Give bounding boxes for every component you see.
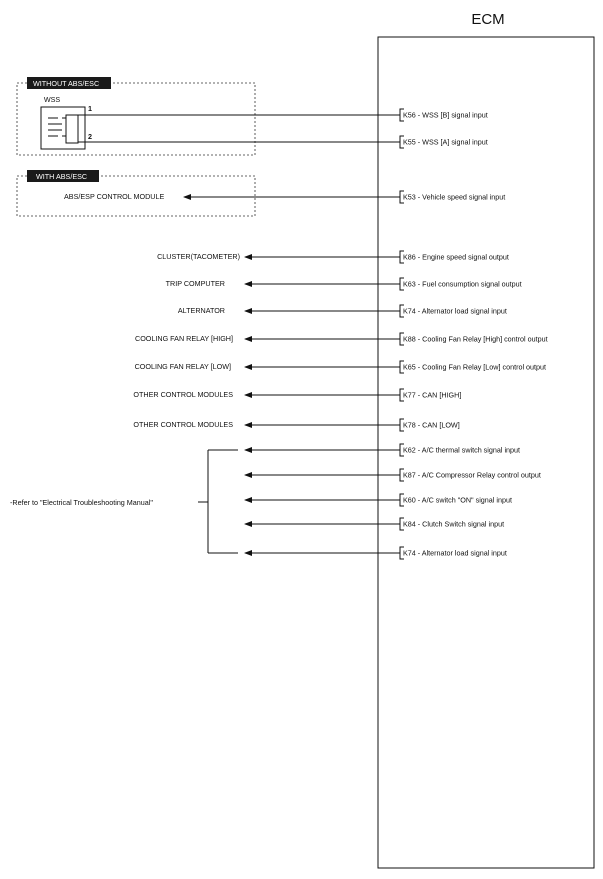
wss-label: WSS (43, 95, 61, 104)
without-abs-label: WITHOUT ABS/ESC (33, 79, 100, 88)
component-alternator: ALTERNATOR (177, 306, 225, 315)
component-cluster: CLUSTER(TACOMETER) (157, 252, 240, 261)
with-abs-label: WITH ABS/ESC (36, 172, 88, 181)
ecm-pin-label: K65 - Cooling Fan Relay [Low] control output (403, 362, 547, 372)
wss-pin-2: 2 (88, 132, 92, 141)
ecm-pin-label: K77 - CAN [HIGH] (403, 390, 462, 400)
ecm-pin-label: K88 - Cooling Fan Relay [High] control output (403, 334, 548, 344)
without-abs-group (17, 77, 400, 155)
component-cooling-fan-high: COOLING FAN RELAY [HIGH] (135, 334, 233, 343)
abs-esp-module-label: ABS/ESP CONTROL MODULE (64, 192, 165, 201)
component-trip-computer: TRIP COMPUTER (165, 279, 225, 288)
ecm-pin-label: K56 - WSS [B] signal input (403, 110, 488, 120)
ecm-pin-label: K74 - Alternator load signal input (403, 548, 507, 558)
ecm-pin-label: K87 - A/C Compressor Relay control output (403, 470, 541, 480)
ecm-pin-label: K86 - Engine speed signal output (403, 252, 509, 262)
with-abs-group (17, 170, 400, 216)
ecm-pin-label: K84 - Clutch Switch signal input (403, 519, 505, 529)
ecm-pin-list (400, 109, 548, 559)
ecm-pin-label: K78 - CAN [LOW] (403, 420, 460, 430)
component-other-modules-1: OTHER CONTROL MODULES (133, 390, 233, 399)
wss-pin-1: 1 (88, 104, 92, 113)
refer-bracket (198, 450, 400, 553)
ecm-title: ECM (471, 11, 505, 28)
without-abs-dashed-box (17, 83, 255, 155)
ecm-pin-label: K53 - Vehicle speed signal input (403, 192, 506, 202)
component-lines (245, 257, 400, 425)
ecm-pin-label: K62 - A/C thermal switch signal input (403, 445, 521, 455)
ecm-pin-label: K55 - WSS [A] signal input (403, 137, 488, 147)
component-labels (133, 252, 240, 429)
component-other-modules-2: OTHER CONTROL MODULES (133, 420, 233, 429)
refer-note: -Refer to "Electrical Troubleshooting Manual" (10, 498, 153, 507)
ecm-pin-label: K60 - A/C switch "ON" signal input (403, 495, 512, 505)
ecm-pin-label: K63 - Fuel consumption signal output (403, 279, 522, 289)
wss-sensor-icon (41, 107, 85, 149)
component-cooling-fan-low: COOLING FAN RELAY [LOW] (134, 362, 231, 371)
ecm-pin-label: K74 - Alternator load signal input (403, 306, 507, 316)
